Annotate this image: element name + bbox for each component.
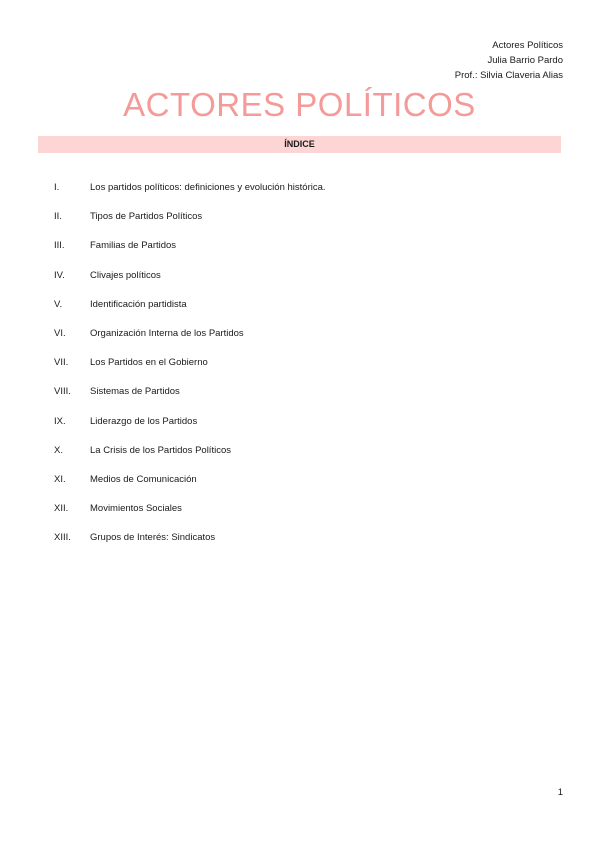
toc-item xyxy=(54,211,534,240)
header-professor: Prof.: Silvia Claveria Alias xyxy=(454,70,563,81)
toc-item xyxy=(54,240,534,269)
index-heading: ÍNDICE xyxy=(38,136,561,153)
toc-text: Grupos de Interés: Sindicatos xyxy=(90,532,216,544)
toc-number: V. xyxy=(54,298,63,310)
toc-text: Identificación partidista xyxy=(90,298,187,310)
toc-number: VI. xyxy=(54,327,66,339)
toc-text: Medios de Comunicación xyxy=(90,473,197,485)
document-header xyxy=(455,38,563,83)
document-title: ACTORES POLÍTICOS xyxy=(123,86,476,123)
toc-text: Los partidos políticos: definiciones y evolución histórica. xyxy=(90,182,326,193)
toc-item xyxy=(54,299,534,328)
toc-number: XIII. xyxy=(54,532,71,544)
toc-text: Liderazgo de los Partidos xyxy=(90,415,198,427)
toc-text: Clivajes políticos xyxy=(90,269,161,281)
table-of-contents xyxy=(54,182,534,561)
toc-text: Tipos de Partidos Políticos xyxy=(90,211,203,223)
toc-text: Sistemas de Partidos xyxy=(90,386,180,398)
toc-item xyxy=(54,270,534,299)
toc-number: I. xyxy=(54,182,60,193)
toc-number: VII. xyxy=(54,357,69,369)
header-author: Julia Barrio Pardo xyxy=(487,55,563,66)
toc-item xyxy=(54,328,534,357)
toc-text: La Crisis de los Partidos Políticos xyxy=(90,444,231,456)
toc-number: II. xyxy=(54,211,62,223)
toc-number: VIII. xyxy=(54,386,71,398)
toc-text: Familias de Partidos xyxy=(90,240,177,252)
toc-item xyxy=(54,416,534,445)
toc-item xyxy=(54,445,534,474)
toc-text: Los Partidos en el Gobierno xyxy=(90,357,208,369)
toc-number: XII. xyxy=(54,503,69,515)
toc-text: Organización Interna de los Partidos xyxy=(90,327,244,339)
toc-item xyxy=(54,182,534,211)
page-number: 1 xyxy=(557,787,563,798)
toc-item xyxy=(54,532,534,561)
toc-number: XI. xyxy=(54,473,66,485)
toc-item xyxy=(54,386,534,415)
toc-number: IV. xyxy=(54,269,65,281)
toc-item xyxy=(54,357,534,386)
header-course: Actores Políticos xyxy=(492,40,563,51)
toc-item xyxy=(54,503,534,532)
toc-number: IX. xyxy=(54,415,66,427)
toc-text: Movimientos Sociales xyxy=(90,503,182,515)
toc-number: X. xyxy=(54,444,63,456)
toc-item xyxy=(54,474,534,503)
toc-number: III. xyxy=(54,240,65,252)
